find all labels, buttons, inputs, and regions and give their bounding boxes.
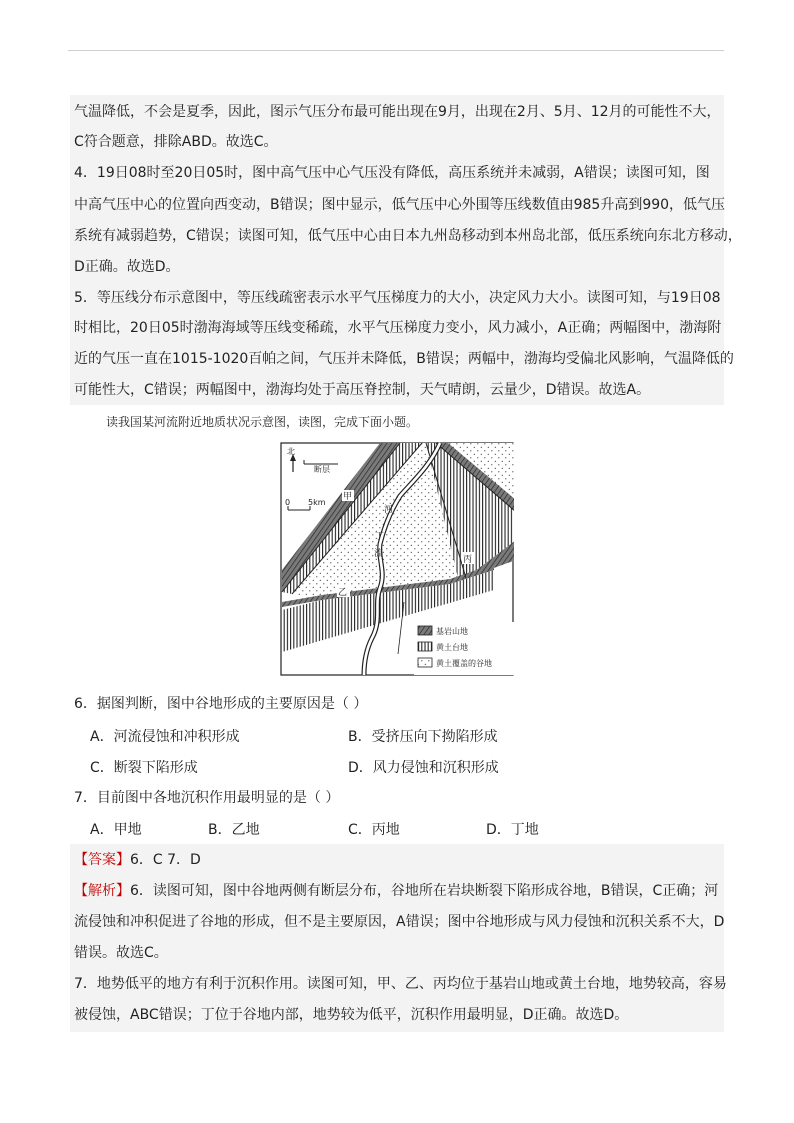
text-line: 流侵蚀和冲积促进了谷地的形成，但不是主要原因，A错误；图中谷地形成与风力侵蚀和沉积关系不大，D bbox=[74, 914, 725, 930]
question-7: 7．目前图中各地沉积作用最明显的是（ ） bbox=[74, 790, 340, 806]
answer-line bbox=[74, 850, 201, 870]
option-6a: A．河流侵蚀和冲积形成 bbox=[90, 729, 240, 745]
text-line: D正确。故选D。 bbox=[74, 259, 180, 275]
question-6: 6．据图判断，图中谷地形成的主要原因是（ ） bbox=[74, 696, 368, 712]
text-line: 错误。故选C。 bbox=[74, 945, 168, 961]
option-7b: B．乙地 bbox=[208, 822, 260, 838]
text-line: 4．19日08时至20日05时，图中高气压中心气压没有降低，高压系统并未减弱，A错误；读图可知，图 bbox=[74, 165, 710, 181]
text-line: C符合题意，排除ABD。故选C。 bbox=[74, 134, 278, 150]
answer-block bbox=[70, 844, 724, 1032]
answer-tag: 【答案】 bbox=[74, 852, 130, 868]
label-ding: 丁 bbox=[375, 532, 385, 542]
legend-loess-valley: 黄土覆盖的谷地 bbox=[436, 659, 492, 668]
text-line: 中高气压中心的位置向西变动，B错误；图中显示，低气压中心外围等压线数值由985升高到990，低气压 bbox=[74, 197, 726, 213]
label-yi: 乙 bbox=[338, 588, 348, 598]
fault-label: 断层 bbox=[314, 465, 330, 474]
option-7c: C．丙地 bbox=[348, 822, 400, 838]
analysis-tag: 【解析】 bbox=[74, 883, 130, 899]
option-7a: A．甲地 bbox=[90, 822, 142, 838]
text-line: 可能性大，C错误；两幅图中，渤海均处于高压脊控制，天气晴朗，云量少，D错误。故选A。 bbox=[74, 382, 651, 398]
text-line: 时相比，20日05时渤海海域等压线变稀疏，水平气压梯度力变小，风力减小，A正确；两幅图中，渤海附 bbox=[74, 320, 722, 336]
answer-text: 6．C 7．D bbox=[130, 852, 201, 868]
figure-intro: 读我国某河流附近地质状况示意图，读图，完成下面小题。 bbox=[106, 415, 419, 429]
legend-bedrock: 基岩山地 bbox=[436, 627, 468, 636]
text-line: 被侵蚀，ABC错误；丁位于谷地内部，地势较为低平，沉积作用最明显，D正确。故选D。 bbox=[74, 1007, 629, 1023]
analysis-text: 6．读图可知，图中谷地两侧有断层分布，谷地所在岩块断裂下陷形成谷地，B错误，C正确；河 bbox=[130, 883, 719, 899]
legend-loess-platform: 黄土台地 bbox=[436, 643, 468, 652]
option-6b: B．受挤压向下拗陷形成 bbox=[348, 729, 498, 745]
label-liu: 流 bbox=[374, 549, 384, 559]
label-bing: 丙 bbox=[463, 555, 473, 565]
text-line: 系统有减弱趋势，C错误；读图可知，低气压中心由日本九州岛移动到本州岛北部，低压系统向东北方移动， bbox=[74, 228, 742, 244]
text-line: 气温降低，不会是夏季，因此，图示气压分布最可能出现在9月，出现在2月、5月、12月的可能性不大， bbox=[74, 104, 721, 120]
option-7d: D．丁地 bbox=[486, 822, 539, 838]
scale-zero: 0 bbox=[285, 498, 291, 507]
north-label: 北 bbox=[287, 447, 295, 456]
option-6d: D．风力侵蚀和沉积形成 bbox=[348, 760, 499, 776]
analysis-line bbox=[74, 881, 718, 901]
geology-diagram bbox=[280, 442, 514, 676]
option-6c: C．断裂下陷形成 bbox=[90, 760, 198, 776]
text-line: 5．等压线分布示意图中，等压线疏密表示水平气压梯度力的大小，决定风力大小。读图可知，与19日08 bbox=[74, 290, 721, 306]
label-jia: 甲 bbox=[343, 492, 353, 502]
label-he: 河 bbox=[384, 505, 394, 515]
text-line: 近的气压一直在1015-1020百帕之间，气压并未降低，B错误；两幅中，渤海均受偏北风影响，气温降低的 bbox=[74, 351, 734, 367]
text-line: 7．地势低平的地方有利于沉积作用。读图可知，甲、乙、丙均位于基岩山地或黄土台地，地势较高，容易 bbox=[74, 976, 727, 992]
header-rule bbox=[68, 50, 724, 51]
scale-value: 5km bbox=[308, 498, 326, 507]
